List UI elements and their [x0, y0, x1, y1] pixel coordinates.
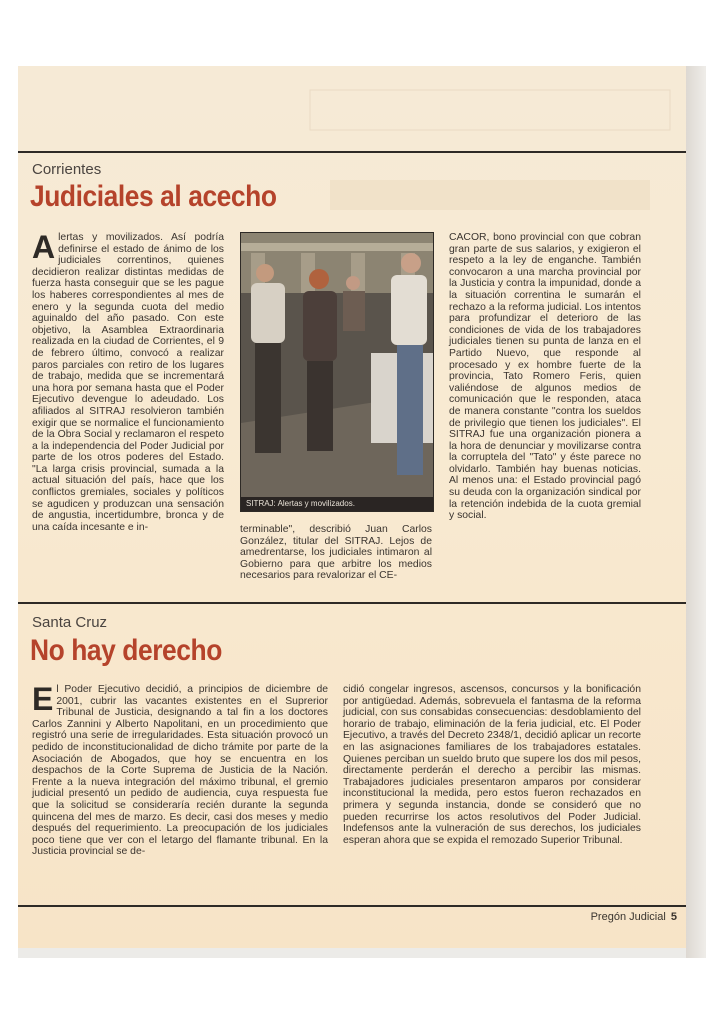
story1-headline: Judiciales al acecho — [30, 180, 277, 213]
top-rule — [18, 151, 686, 153]
protest-photo-image — [241, 233, 433, 511]
story2-drop-cap: E — [32, 681, 54, 717]
middle-rule — [18, 602, 686, 604]
story2-section-label: Santa Cruz — [32, 614, 108, 631]
story2-column-1 — [32, 681, 328, 858]
story2-headline: No hay derecho — [30, 634, 222, 667]
story1-column-2 — [240, 524, 432, 582]
page-bottom-margin — [18, 948, 686, 958]
story1-col2-text: terminable", describió Juan Carlos González, titular del SITRAJ. Lejos de amedrentarse, los judiciales intimaron al Gobierno para que arbitre los medios necesarios para revalorizar el CE- — [240, 524, 432, 582]
footer-page-number: 5 — [670, 911, 677, 923]
bottom-rule — [18, 905, 686, 907]
story2-col2-text: cidió congelar ingresos, ascensos, concursos y la bonificación por antigüedad. Además, sobrevuela el fantasma de la reforma judicial, con sus consabidas consecuencias: desdoblamiento del horario de trabajo, eliminación de la feria judicial, etc. El Poder Ejecutivo, a través del Decreto 2348/1, decidió aplicar un recorte en las asignaciones familiares de los trabajadores estatales. Quienes perciban un sueldo bruto que supere los dos mil pesos, directamente perderán el derecho a percibir las mismas. Trabajadores judiciales presentaron amparos por considerar inconstitucional la medida, pero estos fueron rechazados en primera y segunda instancia, donde se consideró que no pueden recurrirse los actos resolutivos del Poder Judicial. Indefensos ante la vulneración de sus derechos, los judiciales esperan ahora que se expida el remozado Superior Tribunal. — [343, 684, 641, 846]
bleed-through-decoration — [300, 80, 680, 230]
story2-column-2 — [343, 684, 641, 846]
story1-col1-text: lertas y movilizados. Así podría definirse el estado de ánimo de los judiciales correntinos, quienes decidieron realizar distintas medidas de fuerza hasta conseguir que se les pague los haberes correspondientes al mes de enero y la segunda cuota del medio aguinaldo del año pasado. Con este objetivo, la Asamblea Extraordinaria realizada en la ciudad de Corrientes, el 9 de febrero último, convocó a realizar paros parciales con retiro de los lugares de trabajo, medida que se incrementará una hora por semana hasta que el Poder Ejecutivo devengue lo adeudado. Los afiliados al SITRAJ resolvieron también exigir que se normalice el funcionamiento de la Obra Social y reclamaron el respeto a la independencia del Poder Judicial por parte de los otros poderes del Estado. "La larga crisis provincial, sumada a la actual situación del país, hace que los conflictos gremiales, sociales y políticos se agudicen y produzcan una sensación de angustia, incertidumbre, bronca y de una caída incesante e in- — [32, 232, 224, 533]
story1-photo-caption: SITRAJ: Alertas y movilizados. — [241, 497, 433, 511]
story1-column-3 — [449, 232, 641, 522]
footer-publication: Pregón Judicial — [590, 911, 666, 923]
story1-col3-text: CACOR, bono provincial con que cobran gran parte de sus salarios, y exigieron el respeto a la ley de enganche. También convocaron a una marcha provincial por la Justicia y contra la impunidad, donde a la situación correntina le sumarán el rechazo a la reforma judicial. Los intentos para profundizar el deterioro de las condiciones de vida de los trabajadores judiciales tienen su punta de lanza en el Partido Nuevo, que responde al procesado y ex hombre fuerte de la provincia, Tato Romero Feris, quien valiéndose de algunos medios de comunicación que le responden, ataca de manera constante "contra los sueldos de privilegio que tienen los judiciales". El SITRAJ fue una organización pionera a la hora de denunciar y movilizarse contra la corruptela del "Tato" y éste parece no olvidarlo. También hay buenas noticias. Al menos una: el Estado provincial pagó su deuda con la organización sindical por la retención indebida de la cuota gremial y social. — [449, 232, 641, 522]
story2-col1-text: l Poder Ejecutivo decidió, a principios de diciembre de 2001, cubrir las vacantes existentes en el Suprerior Tribunal de Justicia, designando a tal fin a los doctores Carlos Zannini y Alberto Napolitani, en un procedimiento que registró una serie de irregularidades. Esta situación provocó un pedido de inconstitucionalidad de dicho trámite por parte de la Asociación de Abogados, que hoy se encuentra en los despachos de la Corte Suprema de Justicia de la Nación. Frente a la nueva integración del máximo tribunal, el gremio judicial presentó un pedido de audiencia, cuya respuesta fue que la solicitud se consideraría recién durante la segunda quincena del mes de marzo. Es decir, casi dos meses y medio después del requerimiento. La preocupación de los judiciales poco tiene que ver con el letargo del flamante tribunal. En la Justicia provincial se de- — [32, 684, 328, 858]
story1-photo — [240, 232, 434, 512]
story1-column-1 — [32, 229, 224, 533]
page-edge-shadow — [686, 66, 706, 958]
story1-drop-cap: A — [32, 229, 56, 265]
story1-section-label: Corrientes — [32, 161, 102, 178]
page-footer — [591, 911, 677, 923]
